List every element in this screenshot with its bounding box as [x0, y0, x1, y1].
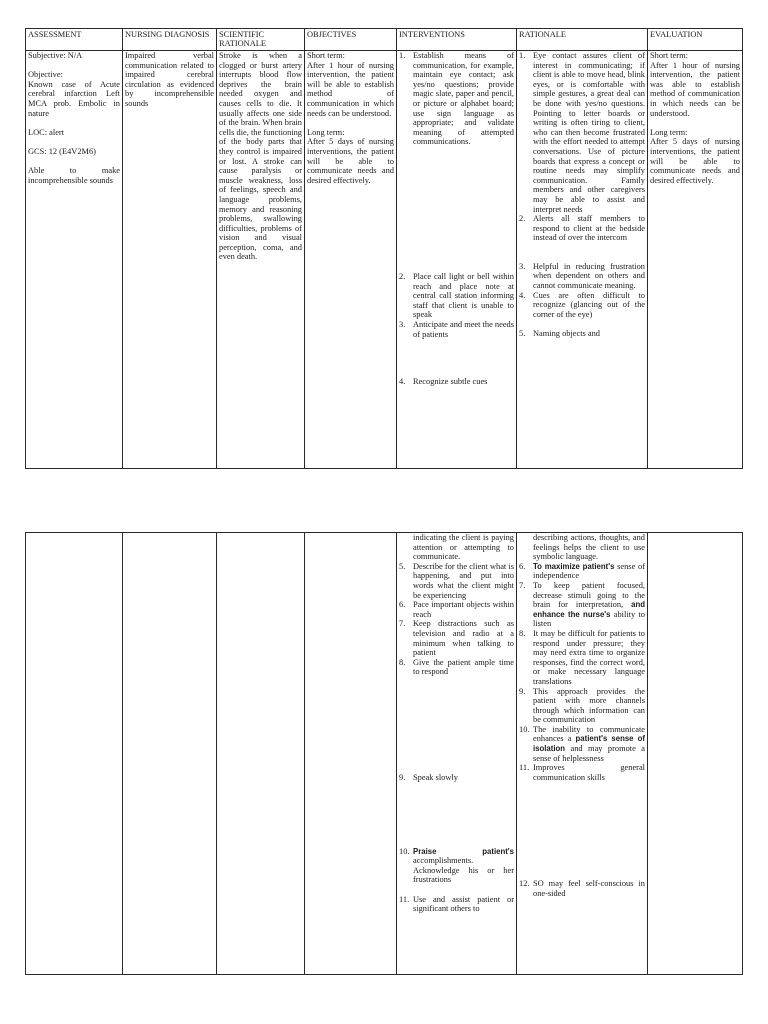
interventions-cell-continued — [397, 533, 517, 975]
item-number: 8. — [519, 628, 526, 638]
rationale-text: ability to listen — [533, 609, 645, 629]
intervention-bold-text: Praise patient's — [413, 846, 514, 856]
item-number: 1. — [399, 51, 406, 60]
rationale-item — [519, 687, 645, 725]
intervention-text: Use and assist patient or significant others to — [413, 894, 514, 914]
rationale-text: Helpful in reducing frustration when dependent on others and cannot communicate meaning. — [533, 261, 645, 291]
assessment-loc: LOC: alert — [28, 127, 65, 137]
assessment-objective: Known case of Acute cerebral infarction Left MCA prob. Embolic in nature — [28, 79, 120, 118]
rationale-item — [519, 629, 645, 687]
rationale-item — [519, 763, 645, 782]
care-plan-table — [25, 28, 743, 469]
intervention-text: Place call light or bell within reach and place note at central call station informing staff that client is unable to speak — [413, 271, 514, 320]
intervention-text: Describe for the client what is happening, and put into words what the client might be experiencing — [413, 561, 514, 600]
intervention-item — [399, 619, 514, 657]
objectives-cell-empty — [305, 533, 397, 975]
rationale-item — [519, 291, 645, 320]
item-number: 3. — [399, 319, 406, 329]
nursing-diagnosis-cell: Impaired verbal communication related to impaired cerebral circulation as evidenced by incomprehensible sounds — [123, 51, 217, 469]
item-number: 9. — [519, 686, 526, 696]
intervention-item — [399, 658, 514, 677]
objectives-cell — [305, 51, 397, 469]
item-number: 5. — [399, 561, 406, 571]
header-row — [26, 29, 743, 51]
evaluation-long-label: Long term: — [650, 127, 688, 137]
intervention-text: Give the patient ample time to respond — [413, 657, 514, 677]
rationale-cell — [517, 51, 648, 469]
assessment-cell-empty — [26, 533, 123, 975]
rationale-cell-continued — [517, 533, 648, 975]
assessment-note: Able to make incomprehensible sounds — [28, 166, 120, 185]
intervention-item — [399, 895, 514, 914]
evaluation-cell-empty — [648, 533, 743, 975]
intervention-item — [399, 562, 514, 600]
rationale-item — [519, 262, 645, 291]
rationale-text: To keep patient focused, decrease stimuli going to the brain for interpretation, — [533, 580, 645, 610]
rationale-text: SO may feel self-conscious in one-sided — [533, 879, 645, 899]
intervention-text: Keep distractions such as television and radio at a minimum when talking to patient — [413, 619, 514, 658]
rationale-text: Cues are often difficult to recognize (glancing out of the corner of the eye) — [533, 290, 645, 319]
rationale-text: Eye contact assures client of interest in communicating; if client is able to move head, blink eyes, or is comfortable with simple gestures, a great deal can be done with yes/no questions. Pointing to letter boards or writing is often tiring to client, who can then become frustrated with the effort needed to attempt conversations. Use of picture boards that express a concept or routine needs may simplify communication. Family members and other caregivers may be able to assist and interpret needs — [533, 51, 645, 214]
rationale-item — [519, 581, 645, 629]
header-assessment: ASSESSMENT — [26, 29, 123, 51]
intervention-text: Recognize subtle cues — [413, 377, 488, 387]
rationale-text: It may be difficult for patients to respond under pressure; they may need extra time to organize responses, find the correct word, or make necessary language translations — [533, 628, 645, 686]
rationale-text: and may promote a sense of helplessness — [533, 744, 646, 763]
rationale-text: sense of independence — [533, 561, 645, 581]
intervention-text: Speak slowly — [413, 772, 458, 782]
intervention-item — [399, 51, 514, 147]
item-number: 3. — [519, 261, 526, 271]
intervention-text: accomplishments. Acknowledge his or her frustrations — [413, 856, 514, 885]
item-number: 10. — [519, 724, 530, 734]
intervention-item — [399, 847, 514, 885]
intervention-item — [399, 600, 514, 619]
item-number: 6. — [399, 600, 406, 610]
assessment-gcs: GCS: 12 (E4V2M6) — [28, 146, 96, 156]
rationale-item — [519, 879, 645, 898]
item-number: 5. — [519, 329, 526, 339]
header-evaluation: EVALUATION — [648, 29, 743, 51]
objectives-short-label: Short term: — [307, 51, 345, 60]
rationale-bold-text: and enhance the nurse's — [533, 600, 645, 619]
assessment-subjective: Subjective: N/A — [28, 51, 83, 60]
rationale-bold-text: patient's sense of isolation — [533, 734, 645, 754]
rationale-text: Alerts all staff members to respond to client at the bedside instead of over the intercom — [533, 214, 645, 243]
item-number: 7. — [519, 580, 526, 590]
rationale-item — [519, 725, 645, 763]
item-number: 8. — [399, 657, 406, 667]
item-number: 6. — [519, 561, 526, 571]
item-number: 12. — [519, 879, 530, 889]
intervention-item — [399, 320, 514, 339]
rationale-item — [519, 51, 645, 214]
care-plan-table-continued — [25, 532, 743, 975]
item-number: 11. — [399, 894, 410, 904]
assessment-objective-label: Objective: — [28, 70, 63, 80]
item-number: 2. — [519, 214, 526, 224]
objectives-long-label: Long term: — [307, 127, 345, 137]
item-number: 7. — [399, 619, 406, 629]
body-row-continued — [26, 533, 743, 975]
scientific-rationale-cell-empty — [217, 533, 305, 975]
intervention-item — [399, 272, 514, 320]
rationale-text: Naming objects and — [533, 329, 600, 339]
header-scientific-rationale: SCIENTIFIC RATIONALE — [217, 29, 305, 51]
care-plan-table-page-1 — [25, 28, 742, 469]
intervention-text: Anticipate and meet the needs of patients — [413, 319, 514, 339]
intervention-text: Pace important objects within reach — [413, 600, 514, 619]
evaluation-short-label: Short term: — [650, 51, 688, 60]
header-objectives: OBJECTIVES — [305, 29, 397, 51]
header-interventions: INTERVENTIONS — [397, 29, 517, 51]
item-number: 1. — [519, 51, 526, 60]
intervention-item — [399, 377, 514, 387]
rationale-bold-text: To maximize patient's — [533, 561, 615, 571]
rationale-text: This approach provides the patient with more channels through which information can be communication — [533, 686, 645, 725]
body-row — [26, 51, 743, 469]
rationale-continued-text: describing actions, thoughts, and feelings helps the client to use symbolic language. — [533, 533, 645, 562]
header-rationale: RATIONALE — [517, 29, 648, 51]
intervention-text: Establish means of communication, for example, maintain eye contact; ask yes/no questions; provide magic slate, paper and pencil, or picture or alphabet board; use sign language as appropriate; and validate meaning of attempted communications. — [413, 51, 514, 147]
care-plan-table-page-2 — [25, 532, 742, 975]
item-number: 11. — [519, 763, 530, 773]
rationale-item — [519, 562, 645, 581]
evaluation-short: After 1 hour of nursing intervention, the patient was able to establish method of communication in which needs can be understood. — [650, 60, 740, 118]
rationale-text: The inability to communicate enhances a — [533, 724, 645, 744]
assessment-cell — [26, 51, 123, 469]
item-number: 4. — [519, 290, 526, 300]
item-number: 9. — [399, 772, 406, 782]
objectives-long: After 5 days of nursing interventions, the patient will be able to communicate needs and desired effectively. — [307, 137, 394, 185]
intervention-item — [399, 773, 514, 783]
interventions-cell — [397, 51, 517, 469]
rationale-text: Improves general communication skills — [533, 763, 645, 782]
nursing-diagnosis-cell-empty — [123, 533, 217, 975]
evaluation-cell — [648, 51, 743, 469]
objectives-short: After 1 hour of nursing intervention, the patient will be able to establish method of communication in which needs can be understood. — [307, 60, 394, 118]
rationale-item — [519, 329, 645, 339]
item-number: 2. — [399, 271, 406, 281]
item-number: 10. — [399, 846, 410, 856]
rationale-item — [519, 214, 645, 243]
item-number: 4. — [399, 377, 406, 387]
scientific-rationale-cell: Stroke is when a clogged or burst artery interrupts blood flow deprives the brain needed oxygen and causes cells to die. It usually affects one side of the brain. When brain cells die, the functioning of the body parts that they control is impaired or lost. A stroke can cause paralysis or muscle weakness, loss of feelings, speech and language problems, memory and reasoning problems, swallowing difficulties, problems of vision and visual perception, coma, and even death. — [217, 51, 305, 469]
intervention-continued-text: indicating the client is paying attention or attempting to communicate. — [413, 533, 514, 562]
evaluation-long: After 5 days of nursing interventions, the patient will be able to communicate needs and desired effectively. — [650, 137, 740, 185]
header-nursing-diagnosis: NURSING DIAGNOSIS — [123, 29, 217, 51]
